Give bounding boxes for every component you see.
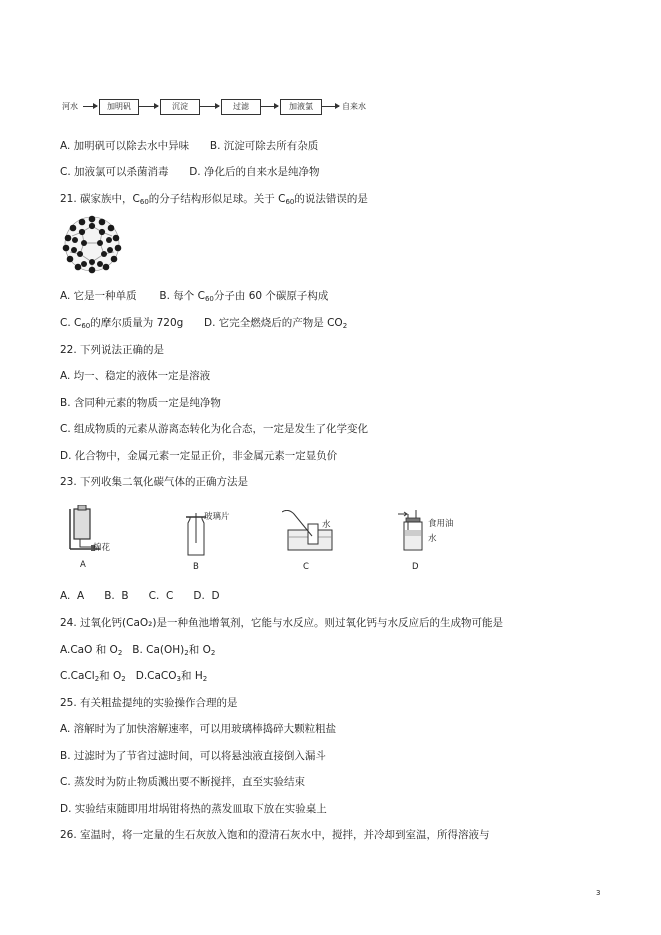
q21-options-ab bbox=[60, 289, 328, 303]
q20-options-cd bbox=[60, 165, 319, 179]
flow-start: 河水 bbox=[62, 102, 78, 111]
flow-arrow bbox=[83, 106, 97, 107]
flow-step-1: 加明矾 bbox=[99, 99, 139, 115]
q22-option-c: C. 组成物质的元素从游离态转化为化合态，一定是发生了化学变化 bbox=[60, 423, 369, 435]
apparatus-c-image bbox=[282, 510, 338, 552]
apparatus-d-image bbox=[398, 508, 428, 554]
q20-option-d: D. 净化后的自来水是纯净物 bbox=[189, 166, 320, 178]
q23-stem: 23. 下列收集二氧化碳气体的正确方法是 bbox=[60, 476, 249, 488]
q22-option-d: D. 化合物中，金属元素一定显正价，非金属元素一定显负价 bbox=[60, 450, 338, 462]
fig-d-label: D bbox=[412, 562, 419, 572]
q21-option-c: C. $C_{60}$的摩尔质量为 720g bbox=[60, 317, 184, 330]
q21-option-a: A. 它是一种单质 bbox=[60, 290, 137, 302]
flow-step-2: 沉淀 bbox=[160, 99, 200, 115]
q22-stem: 22. 下列说法正确的是 bbox=[60, 344, 165, 356]
flow-arrow bbox=[199, 106, 219, 107]
flow-arrow bbox=[138, 106, 158, 107]
flow-step-3: 过滤 bbox=[221, 99, 261, 115]
q20-option-b: B. 沉淀可除去所有杂质 bbox=[209, 140, 319, 152]
oil-label: 食用油 bbox=[428, 519, 454, 529]
water-label: 水 bbox=[322, 520, 331, 530]
q25-option-b: B. 过滤时为了节省过滤时间，可以将悬浊液直接倒入漏斗 bbox=[60, 750, 326, 762]
q25-option-a: A. 溶解时为了加快溶解速率，可以用玻璃棒捣碎大颗粒粗盐 bbox=[60, 723, 337, 735]
flow-arrow bbox=[321, 106, 339, 107]
q20-options-ab bbox=[60, 139, 318, 153]
q24-stem: 24. 过氧化钙(CaO₂)是一种鱼池增氧剂，它能与水反应。则过氧化钙与水反应后的生成物可能是 bbox=[60, 617, 503, 629]
q20-option-a: A. 加明矾可以除去水中异味 bbox=[60, 140, 190, 152]
fig-c-label: C bbox=[303, 562, 309, 572]
c60-molecule-image bbox=[60, 214, 124, 274]
q21-option-d: D. 它完全燃烧后的产物是 $CO_2$ bbox=[204, 317, 348, 330]
q21-options-cd bbox=[60, 316, 347, 330]
q20-option-c: C. 加液氯可以杀菌消毒 bbox=[60, 166, 169, 178]
glass-plate-label: 玻璃片 bbox=[204, 512, 230, 522]
q21-stem: 21. 碳家族中，$C_{60}$的分子结构形似足球。关于 $C_{60}$的说法错误的是 bbox=[60, 193, 368, 206]
q21-option-b: B. 每个 $C_{60}$分子由 60 个碳原子构成 bbox=[159, 290, 329, 303]
q22-option-b: B. 含同种元素的物质一定是纯净物 bbox=[60, 397, 221, 409]
cotton-label: 棉花 bbox=[93, 543, 111, 553]
q24-options-ab: A.CaO 和 $O_2$ B. $Ca(OH)_2$和 $O_2$ bbox=[60, 644, 216, 657]
q23-options: A. A B. B C. C D. D bbox=[60, 590, 220, 602]
water2-label: 水 bbox=[428, 534, 437, 544]
page-number: 3 bbox=[596, 889, 601, 897]
q22-option-a: A. 均一、稳定的液体一定是溶液 bbox=[60, 370, 211, 382]
flow-arrow bbox=[260, 106, 278, 107]
q25-stem: 25. 有关粗盐提纯的实验操作合理的是 bbox=[60, 697, 238, 709]
q26-stem: 26. 室温时，将一定量的生石灰放入饱和的澄清石灰水中，搅拌，并冷却到室温，所得溶液与 bbox=[60, 829, 490, 841]
q25-option-c: C. 蒸发时为防止物质溅出要不断搅拌，直至实验结束 bbox=[60, 776, 306, 788]
fig-a-label: A bbox=[80, 560, 86, 570]
q25-option-d: D. 实验结束随即用坩埚钳将热的蒸发皿取下放在实验桌上 bbox=[60, 803, 327, 815]
q24-options-cd: C.CaCl$_2$和 $O_2$ D.CaCO$_3$和 $H_2$ bbox=[60, 670, 208, 683]
flow-step-4: 加液氯 bbox=[280, 99, 322, 115]
flow-end: 自来水 bbox=[342, 102, 366, 111]
fig-b-label: B bbox=[193, 562, 199, 572]
